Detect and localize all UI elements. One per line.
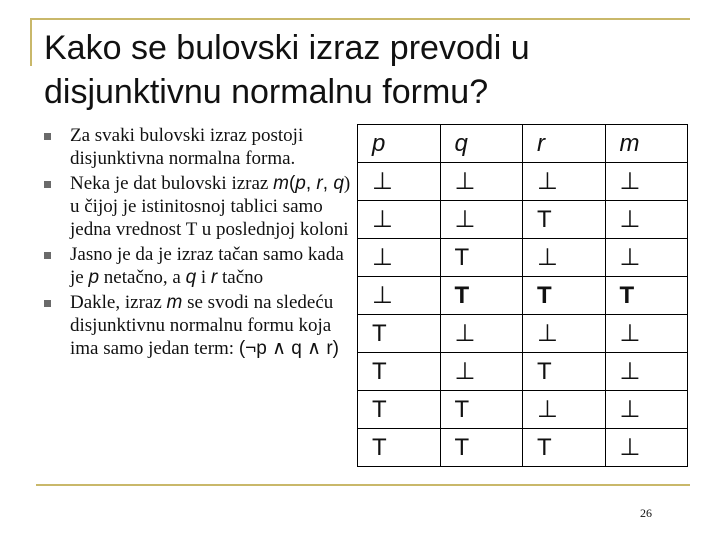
table-row [358,315,688,353]
table-row [358,201,688,239]
bottom-rule [36,484,690,486]
var-p: p [295,173,306,194]
table-cell: T [523,353,606,391]
comma: , [305,173,317,194]
table-cell: T [358,391,441,429]
table-cell: ⊥ [523,391,606,429]
var-m: m [166,292,183,313]
table-cell: T [440,277,523,315]
table-cell: T [605,277,688,315]
bullet-text: Neka je dat bulovski izraz [70,173,274,194]
table-row [358,429,688,467]
table-cell: ⊥ [440,163,523,201]
header-p: p [358,125,441,163]
header-q: q [440,125,523,163]
bullet-square-icon [44,252,51,259]
bullet-text: Za svaki bulovski izraz postoji disjunktivna normalna forma. [70,125,304,169]
table-cell: ⊥ [605,163,688,201]
bullet-item [44,172,356,241]
table-cell: ⊥ [358,239,441,277]
table-cell: ⊥ [605,201,688,239]
table-row [358,163,688,201]
bullet-list [44,124,356,362]
var-r: r [316,173,323,194]
table-cell: ⊥ [523,315,606,353]
table-cell: ⊥ [523,163,606,201]
header-m: m [605,125,688,163]
bullet-item [44,291,356,360]
slide-title: Kako se bulovski izraz prevodi u disjunktivnu normalnu formu? [44,29,530,111]
table-cell: T [440,239,523,277]
bullet-item [44,124,356,170]
table-cell: ⊥ [440,201,523,239]
bullet-text: ) u čijoj je istinitosnoj tablici samo jedna vrednost T u poslednjoj koloni [70,173,351,240]
bullet-square-icon [44,181,51,188]
table-row [358,391,688,429]
table-cell: ⊥ [605,353,688,391]
bullet-text: se svodi na sledeću disjunktivnu normalnu formu koja ima samo jedan term: [70,292,334,359]
table-cell: ⊥ [523,239,606,277]
table-row-highlighted [358,277,688,315]
bullet-square-icon [44,133,51,140]
dnf-expression: (¬p ∧ q ∧ r) [238,338,339,359]
table-header-row [358,125,688,163]
table-cell: T [440,391,523,429]
table-cell: ⊥ [440,315,523,353]
table-cell: ⊥ [440,353,523,391]
table-cell: T [358,429,441,467]
var-m: m [273,173,289,194]
title-corner-line [30,18,32,66]
table-cell: ⊥ [605,429,688,467]
var-q: q [333,173,344,194]
table-cell: T [358,353,441,391]
table-cell: ⊥ [358,201,441,239]
table-cell: T [523,277,606,315]
table-cell: ⊥ [605,315,688,353]
bullet-text: i [196,267,211,288]
truth-table [357,124,688,467]
var-p: p [88,267,100,288]
comma: , [322,173,334,194]
bullet-square-icon [44,300,51,307]
bullet-text: Jasno je da je izraz tačan samo kada je [70,244,344,288]
bullet-item [44,243,356,289]
top-rule [30,18,690,20]
paren: ( [288,173,296,194]
table-cell: ⊥ [358,277,441,315]
table-cell: ⊥ [605,391,688,429]
page-number: 26 [640,506,652,520]
var-r: r [210,267,218,288]
table-row [358,239,688,277]
header-r: r [523,125,606,163]
table-cell: T [358,315,441,353]
table-cell: T [523,201,606,239]
bullet-text: netačno, a [99,267,186,288]
table-row [358,353,688,391]
var-q: q [185,267,197,288]
table-cell: T [440,429,523,467]
bullet-text: tačno [217,267,264,288]
table-cell: ⊥ [605,239,688,277]
table-cell: T [523,429,606,467]
table-cell: ⊥ [358,163,441,201]
bullet-text: Dakle, izraz [70,292,167,313]
